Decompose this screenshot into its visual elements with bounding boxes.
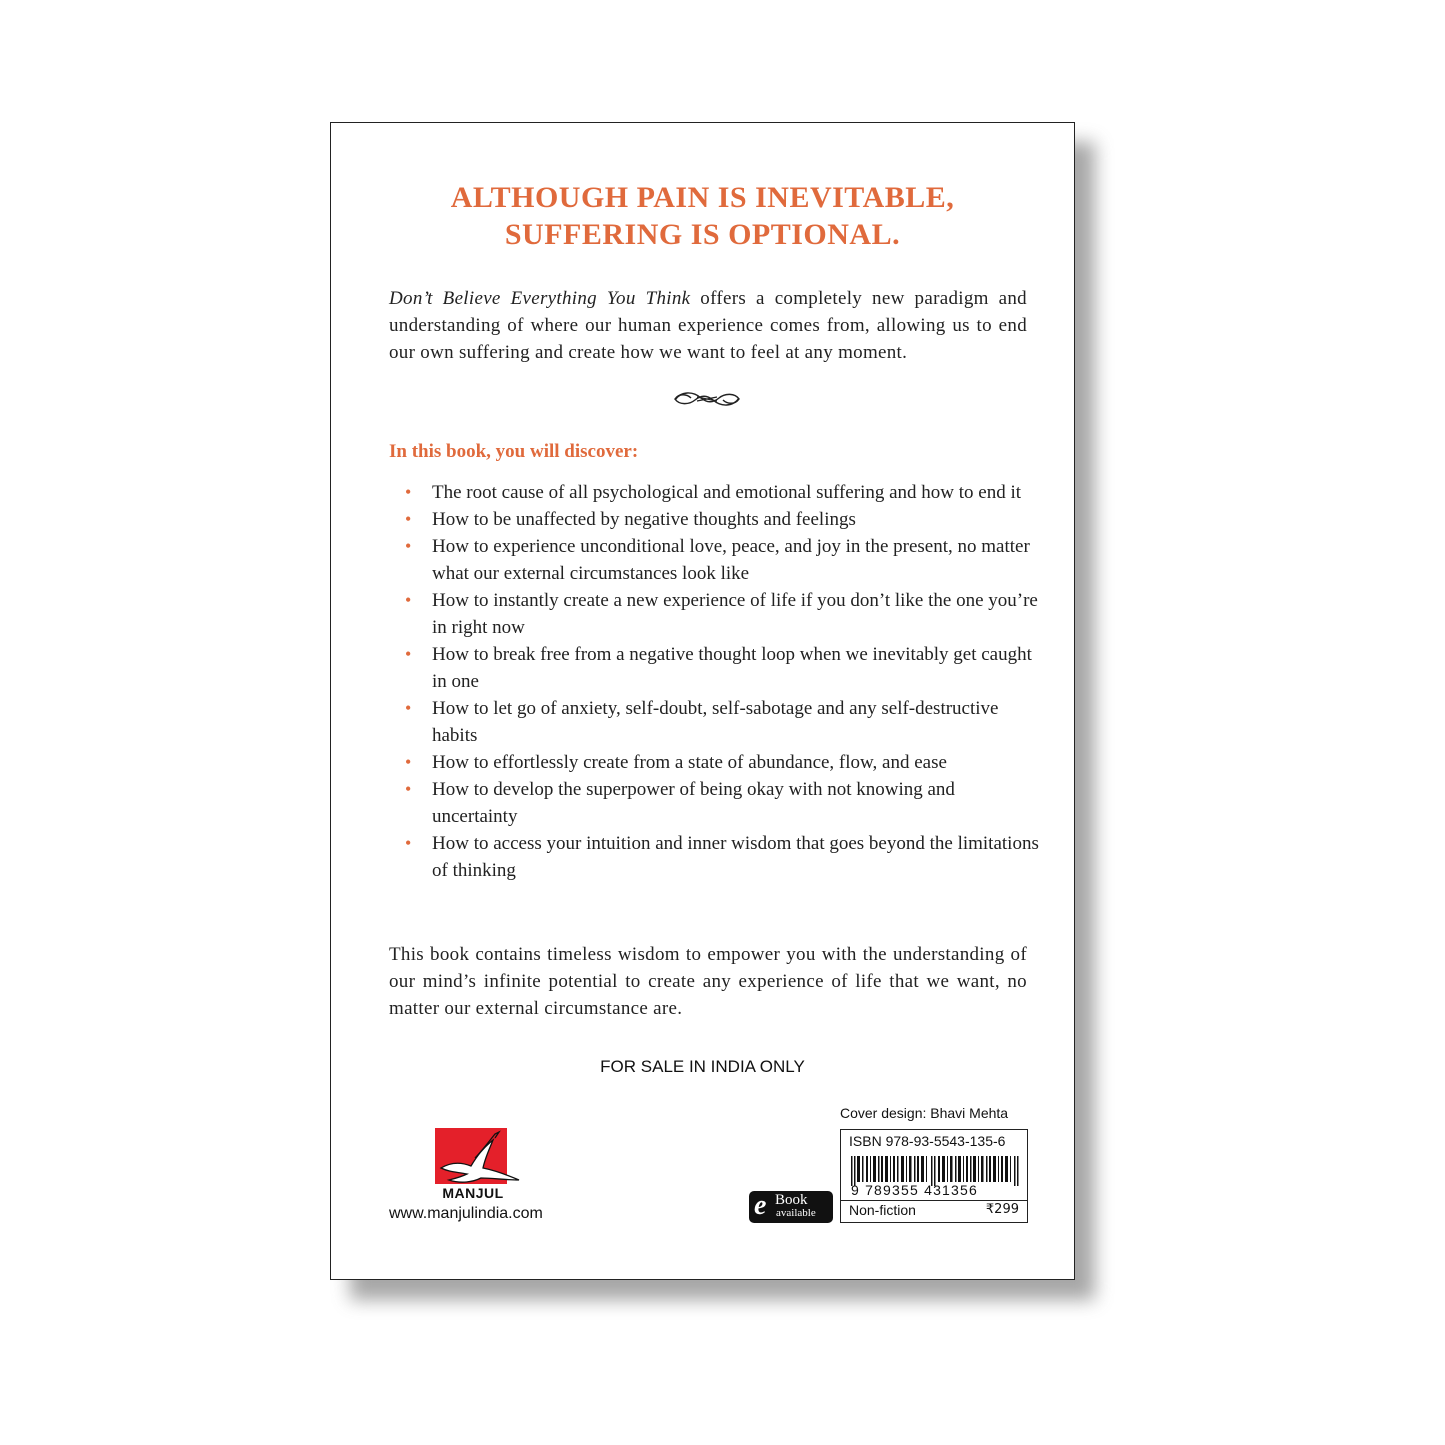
discover-heading: In this book, you will discover: — [389, 441, 639, 462]
bullet-dot-icon: • — [405, 509, 412, 529]
bullet-dot-icon: • — [405, 779, 412, 799]
closing-paragraph: This book contains timeless wisdom to empower you with the understanding of our mind’s infinite potential to create any experience of life that we want, no matter our external circumstance are. — [389, 944, 1027, 1019]
book-back-cover — [330, 122, 1075, 1280]
ebook-available-label: available — [776, 1207, 816, 1219]
list-item: • How to develop the superpower of being okay with not knowing and uncertainty — [389, 776, 1039, 830]
intro-text: offers a completely new paradigm and understanding of where our human experience comes from, allowing us to end our own suffering and create how we want to feel at any moment. — [389, 288, 1027, 363]
list-item: • How to effortlessly create from a state of abundance, flow, and ease — [389, 749, 1039, 776]
book-title: Don’t Believe Everything You Think — [389, 288, 691, 309]
barcode-digits: 9 789355 431356 — [851, 1182, 978, 1198]
ornament-flourish-icon — [671, 387, 743, 411]
publisher-logo-text: MANJUL — [442, 1185, 504, 1201]
isbn-number: ISBN 978-93-5543-135-6 — [849, 1133, 1006, 1149]
list-item: • How to access your intuition and inner wisdom that goes beyond the limitations of thinking — [389, 830, 1039, 884]
bullet-dot-icon: • — [405, 536, 412, 556]
list-item: • How to instantly create a new experience of life if you don’t like the one you’re in right now — [389, 587, 1039, 641]
list-item: • How to be unaffected by negative thoughts and feelings — [389, 506, 1039, 533]
bullet-dot-icon: • — [405, 833, 412, 853]
price-label: ₹299 — [985, 1202, 1019, 1217]
barcode-divider — [841, 1200, 1027, 1201]
headline-line-2: SUFFERING IS OPTIONAL. — [504, 218, 901, 251]
list-item: • How to let go of anxiety, self-doubt, self-sabotage and any self-destructive habits — [389, 695, 1039, 749]
bullet-dot-icon: • — [405, 482, 412, 502]
list-item: • How to experience unconditional love, peace, and joy in the present, no matter what our external circumstances look like — [389, 533, 1039, 587]
publisher-website-link[interactable]: www.manjulindia.com — [389, 1205, 543, 1222]
sale-notice: FOR SALE IN INDIA ONLY — [600, 1057, 805, 1076]
intro-paragraph — [389, 285, 1027, 366]
ebook-e-letter: e — [754, 1190, 767, 1221]
cover-design-credit: Cover design: Bhavi Mehta — [840, 1105, 1009, 1121]
ebook-book-label: Book — [775, 1192, 808, 1208]
headline-line-1: ALTHOUGH PAIN IS INEVITABLE, — [450, 181, 955, 214]
barcode-box — [840, 1129, 1028, 1223]
ebook-available-badge — [749, 1191, 833, 1223]
bullet-dot-icon: • — [405, 644, 412, 664]
genre-label: Non-fiction — [849, 1202, 916, 1218]
headline — [331, 179, 1074, 253]
list-item: • The root cause of all psychological and emotional suffering and how to end it — [389, 479, 1039, 506]
discover-list — [389, 479, 1039, 884]
bullet-dot-icon: • — [405, 698, 412, 718]
bullet-dot-icon: • — [405, 752, 412, 772]
bullet-dot-icon: • — [405, 590, 412, 610]
list-item: • How to break free from a negative thought loop when we inevitably get caught in one — [389, 641, 1039, 695]
